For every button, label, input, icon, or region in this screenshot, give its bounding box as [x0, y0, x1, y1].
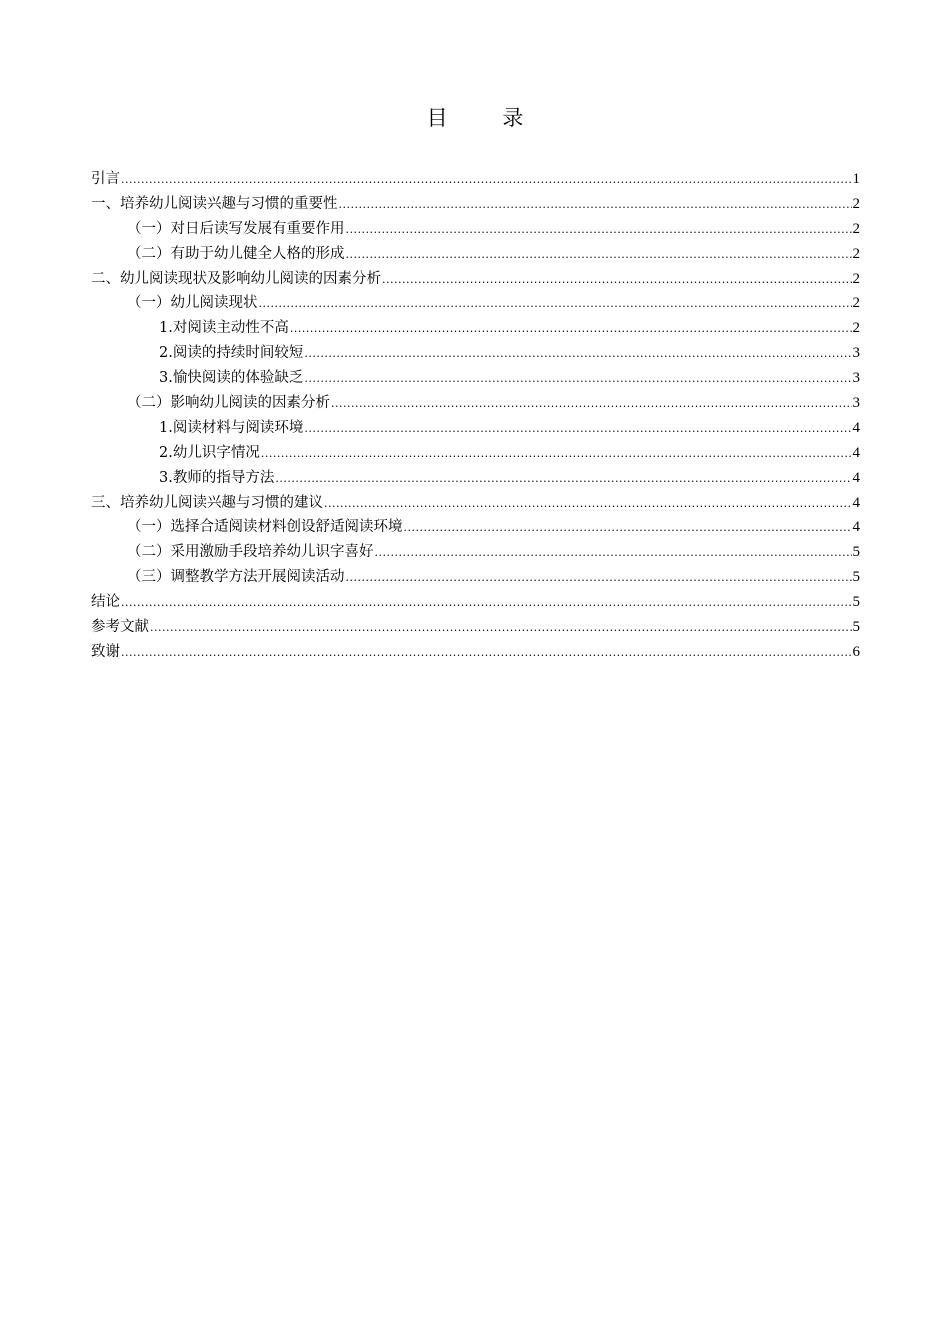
toc-entry[interactable] [91, 466, 860, 491]
toc-leader-dots [404, 516, 852, 540]
toc-page-number: 2 [852, 320, 860, 337]
toc-page-number: 4 [852, 444, 860, 461]
toc-page-number: 3 [852, 345, 860, 362]
toc-page-number: 1 [852, 171, 860, 187]
toc-leader-dots [275, 467, 851, 491]
toc-entry[interactable] [91, 640, 860, 665]
toc-leader-dots [261, 442, 852, 466]
toc-entry-text: 结论 [91, 594, 120, 611]
toc-page-number: 2 [852, 245, 860, 262]
toc-entry-text: 一、培养幼儿阅读兴趣与习惯的重要性 [91, 195, 338, 212]
toc-entry-text: 引言 [91, 171, 120, 187]
toc-page-number: 5 [852, 544, 860, 561]
toc-entry-text: 参考文献 [91, 619, 149, 636]
toc-leader-dots [324, 492, 852, 516]
toc-entry-text: 致谢 [91, 643, 120, 660]
toc-entry[interactable] [91, 316, 860, 341]
toc-entry-text: 3.愉快阅读的体验缺乏 [159, 370, 304, 387]
toc-leader-dots [304, 367, 851, 391]
toc-leader-dots [150, 616, 852, 640]
toc-page-number: 3 [852, 370, 860, 387]
toc-leader-dots [121, 168, 852, 192]
toc-page-number: 3 [852, 395, 860, 412]
toc-entry[interactable] [91, 366, 860, 391]
toc-entry-text: （一）选择合适阅读材料创设舒适阅读环境 [127, 519, 403, 536]
toc-entry[interactable] [91, 515, 860, 540]
toc-entry[interactable] [91, 291, 860, 316]
toc-entry[interactable] [91, 391, 860, 416]
toc-leader-dots [382, 268, 852, 292]
toc-entry-text: 1.对阅读主动性不高 [159, 320, 289, 337]
toc-leader-dots [121, 591, 852, 615]
toc-page-number: 5 [852, 594, 860, 611]
toc-entry-text: （二）有助于幼儿健全人格的形成 [127, 245, 345, 262]
toc-entry-text: 三、培养幼儿阅读兴趣与习惯的建议 [91, 494, 323, 511]
page-title: 目 录 [426, 106, 548, 130]
toc-page-number: 2 [852, 295, 860, 312]
toc-leader-dots [346, 566, 852, 590]
toc-entry[interactable] [91, 615, 860, 640]
toc-entry[interactable] [91, 590, 860, 615]
toc-entry[interactable] [91, 267, 860, 292]
toc-page-number: 6 [852, 643, 860, 660]
toc-page-number: 4 [852, 419, 860, 436]
toc-page-number: 4 [852, 469, 860, 486]
toc-leader-dots [375, 541, 852, 565]
toc-entry[interactable] [91, 565, 860, 590]
toc-entry[interactable] [91, 242, 860, 267]
toc-page-number: 2 [852, 270, 860, 287]
toc-entry-text: 2.幼儿识字情况 [159, 444, 260, 461]
toc-entry[interactable] [91, 341, 860, 366]
toc-entry-text: （二）影响幼儿阅读的因素分析 [127, 395, 330, 412]
toc-entry-text: （一）幼儿阅读现状 [127, 295, 258, 312]
toc-entry-text: （二）采用激励手段培养幼儿识字喜好 [127, 544, 374, 561]
toc-leader-dots [304, 417, 851, 441]
toc-page-number: 4 [852, 494, 860, 511]
toc-entry-text: 2.阅读的持续时间较短 [159, 345, 304, 362]
toc-leader-dots [304, 342, 851, 366]
toc-page-number: 4 [852, 519, 860, 536]
table-of-contents [91, 167, 860, 665]
toc-entry[interactable] [91, 491, 860, 516]
toc-entry[interactable] [91, 540, 860, 565]
toc-leader-dots [346, 218, 852, 242]
toc-page-number: 5 [852, 619, 860, 636]
toc-entry-text: 二、幼儿阅读现状及影响幼儿阅读的因素分析 [91, 270, 381, 287]
toc-leader-dots [121, 641, 852, 665]
toc-entry-text: （一）对日后读写发展有重要作用 [127, 220, 345, 237]
toc-entry[interactable] [91, 167, 860, 192]
toc-leader-dots [331, 392, 852, 416]
toc-entry[interactable] [91, 192, 860, 217]
toc-leader-dots [346, 243, 852, 267]
toc-leader-dots [339, 193, 852, 217]
toc-page-number: 2 [852, 195, 860, 212]
toc-entry-text: 1.阅读材料与阅读环境 [159, 419, 304, 436]
toc-page-number: 5 [852, 569, 860, 586]
toc-entry[interactable] [91, 416, 860, 441]
toc-page-number: 2 [852, 220, 860, 237]
toc-leader-dots [259, 292, 852, 316]
toc-leader-dots [290, 317, 852, 341]
toc-entry[interactable] [91, 217, 860, 242]
toc-entry-text: （三）调整教学方法开展阅读活动 [127, 569, 345, 586]
toc-entry[interactable] [91, 441, 860, 466]
toc-entry-text: 3.教师的指导方法 [159, 469, 275, 486]
